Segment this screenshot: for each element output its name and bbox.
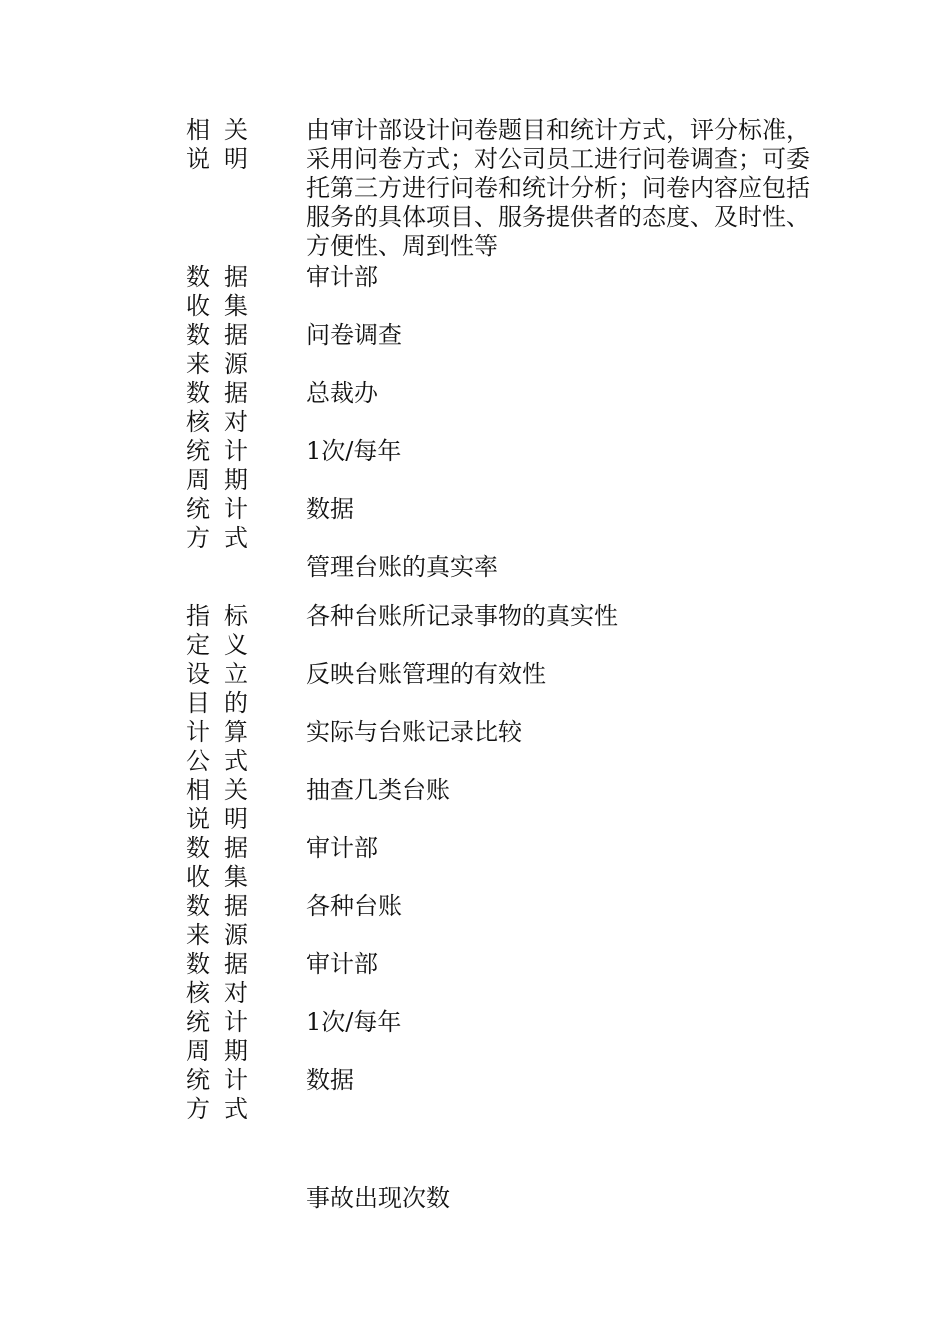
row-value: 审计部 xyxy=(306,950,378,978)
row-value: 各种台账 xyxy=(306,892,402,920)
row-value: 问卷调查 xyxy=(306,321,402,349)
row-value: 实际与台账记录比较 xyxy=(306,718,522,746)
row-label: 数据收集 xyxy=(186,834,262,891)
row-label: 计算公式 xyxy=(186,718,262,775)
row-value: 1次/每年 xyxy=(306,437,402,465)
row-label: 数据来源 xyxy=(186,321,262,378)
row-label: 相关说明 xyxy=(186,776,262,833)
row-label: 统计周期 xyxy=(186,437,262,494)
row-label: 数据核对 xyxy=(186,379,262,436)
row-value: 抽查几类台账 xyxy=(306,776,450,804)
row-label: 指标定义 xyxy=(186,602,262,659)
row-label: 相关说明 xyxy=(186,116,262,173)
row-value: 数据 xyxy=(306,1066,354,1094)
row-value: 审计部 xyxy=(306,263,378,291)
row-value: 1次/每年 xyxy=(306,1008,402,1036)
row-value: 总裁办 xyxy=(306,379,378,407)
row-value: 由审计部设计问卷题目和统计方式，评分标准，采用问卷方式；对公司员工进行问卷调查；可委托第三方进行问卷和统计分析；问卷内容应包括服务的具体项目、服务提供者的态度、及时性、方便性、周到性等 xyxy=(306,116,810,260)
row-label: 数据收集 xyxy=(186,263,262,320)
row-value: 审计部 xyxy=(306,834,378,862)
row-label: 数据来源 xyxy=(186,892,262,949)
row-label: 设立目的 xyxy=(186,660,262,717)
section-title: 事故出现次数 xyxy=(306,1184,450,1212)
row-value: 数据 xyxy=(306,495,354,523)
row-label: 统计周期 xyxy=(186,1008,262,1065)
row-label: 统计方式 xyxy=(186,495,262,552)
section-title: 管理台账的真实率 xyxy=(306,553,498,581)
row-value: 各种台账所记录事物的真实性 xyxy=(306,602,618,630)
row-label: 统计方式 xyxy=(186,1066,262,1123)
row-value: 反映台账管理的有效性 xyxy=(306,660,546,688)
row-label: 数据核对 xyxy=(186,950,262,1007)
